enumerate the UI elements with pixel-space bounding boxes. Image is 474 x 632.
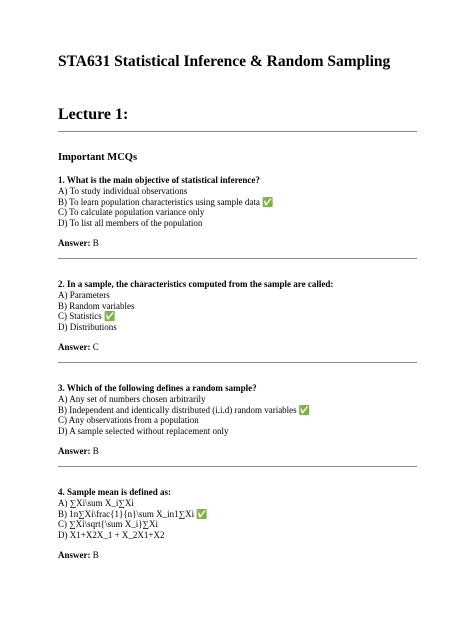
- divider: [58, 466, 417, 467]
- question-text: 3. Which of the following defines a random sample?: [58, 383, 257, 393]
- question-3: [58, 383, 417, 457]
- answer-label: Answer:: [58, 550, 91, 561]
- option-list: [58, 290, 417, 332]
- question-4: [58, 487, 417, 561]
- question-text: 2. In a sample, the characteristics computed from the sample are called:: [58, 279, 334, 289]
- option-b: B) Random variables: [58, 300, 135, 311]
- question-1: [58, 175, 417, 249]
- option-d: D) A sample selected without replacement only: [58, 425, 229, 436]
- question-text: 4. Sample mean is defined as:: [58, 487, 172, 497]
- section-title: Important MCQs: [58, 152, 138, 163]
- option-b: B) Independent and identically distributed (i.i.d) random variables ✅: [58, 404, 311, 415]
- option-c: C) To calculate population variance only: [58, 207, 205, 218]
- question-text: 1. What is the main objective of statistical inference?: [58, 175, 260, 185]
- question-2: [58, 279, 417, 353]
- lecture-title: Lecture 1:: [58, 106, 129, 123]
- option-a: A) To study individual observations: [58, 186, 188, 196]
- option-a: A) Parameters: [58, 290, 110, 300]
- divider: [58, 131, 417, 132]
- option-a: A) Any set of numbers chosen arbitrarily: [58, 394, 206, 404]
- divider: [58, 258, 417, 259]
- answer-label: Answer:: [58, 238, 91, 249]
- divider: [58, 362, 417, 363]
- answer-label: Answer:: [58, 446, 91, 457]
- option-list: [58, 498, 417, 540]
- option-c: C) Any observations from a population: [58, 415, 199, 426]
- answer-line: [58, 550, 417, 561]
- answer-value: B: [92, 550, 99, 561]
- answer-label: Answer:: [58, 342, 91, 353]
- option-b: B) To learn population characteristics using sample data ✅: [58, 196, 274, 207]
- option-d: D) Distributions: [58, 321, 117, 332]
- option-list: [58, 186, 417, 228]
- answer-line: [58, 446, 417, 457]
- document-title: STA631 Statistical Inference & Random Sampling: [58, 53, 391, 70]
- option-list: [58, 394, 417, 436]
- answer-line: [58, 342, 417, 353]
- option-a: A) ∑Xi\sum X_i∑Xi: [58, 498, 134, 508]
- answer-value: B: [92, 238, 99, 249]
- answer-value: C: [92, 342, 99, 353]
- option-b: B) 1n∑Xi\frac{1}{n}\sum X_in1∑Xi ✅: [58, 508, 208, 519]
- option-d: D) X1+X2X_1 + X_2X1+X2: [58, 529, 165, 540]
- answer-line: [58, 238, 417, 249]
- option-c: C) ∑Xi\sqrt{\sum X_i}∑Xi: [58, 519, 158, 530]
- answer-value: B: [92, 446, 99, 457]
- option-d: D) To list all members of the population: [58, 217, 203, 228]
- option-c: C) Statistics ✅: [58, 311, 116, 322]
